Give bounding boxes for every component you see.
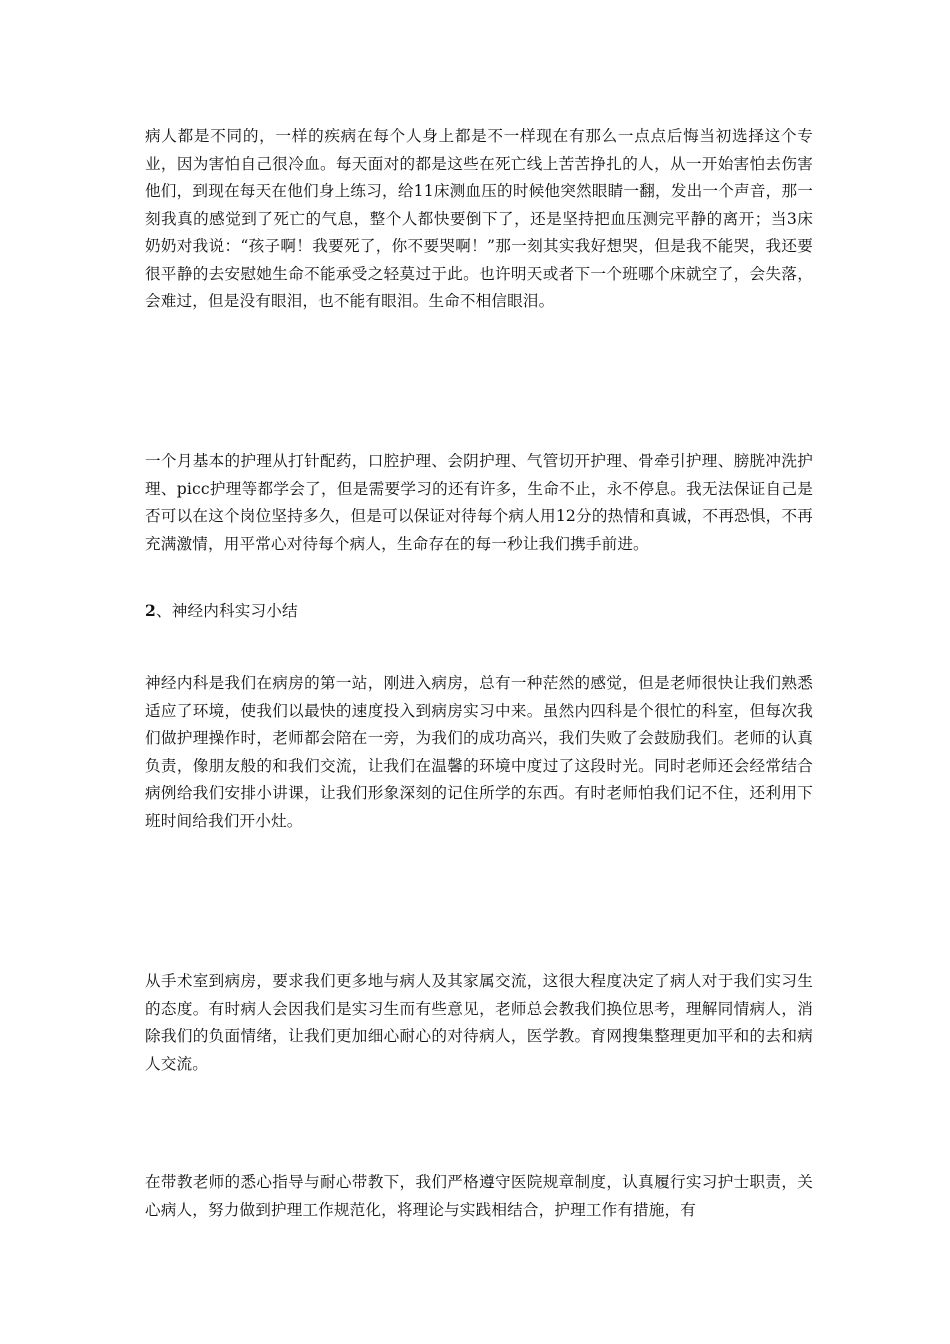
paragraph-2: 一个月基本的护理从打针配药，口腔护理、会阴护理、气管切开护理、骨牵引护理、膀胱冲洗护理、picc护理等都学会了，但是需要学习的还有许多，生命不止，永不停息。我无法保证自己是否可以在这个岗位坚持多久，但是可以保证对待每个病人用12分的热情和真诚，不再恐惧，不再充满激情，用平常心对待每个病人，生命存在的每一秒让我们携手前进。: [145, 452, 813, 553]
paragraph-1: 病人都是不同的，一样的疾病在每个人身上都是不一样现在有那么一点点后悔当初选择这个专业，因为害怕自己很冷血。每天面对的都是这些在死亡线上苦苦挣扎的人，从一开始害怕去伤害他们，到现在每天在他们身上练习，给11床测血压的时候他突然眼睛一翻，发出一个声音，那一刻我真的感觉到了死亡的气息，整个人都快要倒下了，还是坚持把血压测完平静的离开；当3床奶奶对我说：“孩子啊！我要死了，你不要哭啊！”那一刻其实我好想哭，但是我不能哭，我还要很平静的去安慰她生命不能承受之轻莫过于此。也许明天或者下一个班哪个床就空了，会失落，会难过，但是没有眼泪，也不能有眼泪。生命不相信眼泪。: [145, 127, 813, 310]
section-heading: [145, 597, 298, 626]
section-heading-number: 2: [145, 601, 157, 620]
section-heading-text: 、神经内科实习小结: [156, 602, 298, 620]
paragraph-4: 从手术室到病房，要求我们更多地与病人及其家属交流，这很大程度决定了病人对于我们实习生的态度。有时病人会因我们是实习生而有些意见，老师总会教我们换位思考，理解同情病人，消除我们的负面情绪，让我们更加细心耐心的对待病人，医学教。育网搜集整理更加平和的去和病人交流。: [145, 972, 813, 1073]
paragraph-5: 在带教老师的悉心指导与耐心带教下，我们严格遵守医院规章制度，认真履行实习护士职责，关心病人，努力做到护理工作规范化，将理论与实践相结合，护理工作有措施，有: [145, 1173, 813, 1219]
paragraph-3: 神经内科是我们在病房的第一站，刚进入病房，总有一种茫然的感觉，但是老师很快让我们熟悉适应了环境，使我们以最快的速度投入到病房实习中来。虽然内四科是个很忙的科室，但每次我们做护理操作时，老师都会陪在一旁，为我们的成功高兴，我们失败了会鼓励我们。老师的认真负责，像朋友般的和我们交流，让我们在温馨的环境中度过了这段时光。同时老师还会经常结合病例给我们安排小讲课，让我们形象深刻的记住所学的东西。有时老师怕我们记不住，还利用下班时间给我们开小灶。: [145, 674, 813, 830]
